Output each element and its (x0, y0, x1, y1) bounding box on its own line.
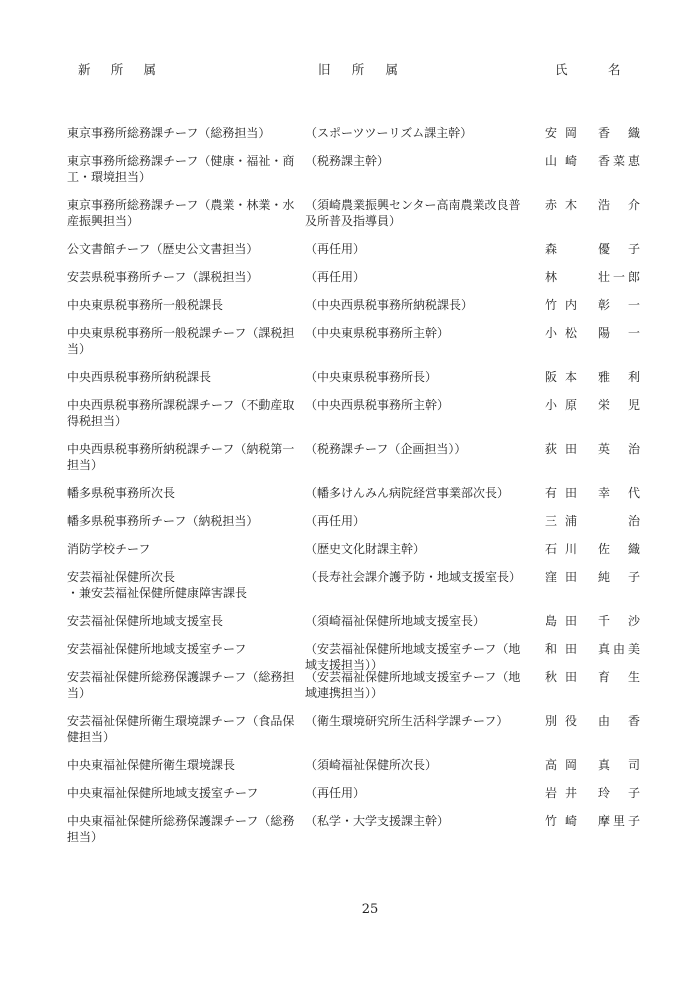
old-affiliation: （須崎農業振興センター高南農業改良普及所普及指導員） (305, 198, 521, 228)
new-affiliation: 安芸福祉保健所衛生環境課チーフ（食品保健担当） (67, 714, 295, 744)
surname: 有田 (545, 486, 577, 500)
old-affiliation: （再任用） (305, 242, 366, 256)
given-name: 摩里子 (598, 814, 640, 828)
table-row (0, 757, 700, 785)
new-affiliation: 安芸福祉保健所地域支援室長 (67, 614, 224, 628)
page-number: 25 (361, 902, 379, 917)
new-affiliation: 東京事務所総務課チーフ（健康・福祉・商工・環境担当） (67, 154, 295, 184)
given-name: 由香 (598, 714, 640, 728)
table-row (0, 485, 700, 513)
surname: 林 (545, 270, 558, 284)
new-affiliation: 東京事務所総務課チーフ（総務担当） (67, 126, 271, 140)
surname: 竹崎 (545, 814, 577, 828)
surname: 小松 (545, 326, 577, 340)
new-affiliation: 安芸県税事務所チーフ（課税担当） (67, 270, 259, 284)
given-name: 育生 (598, 670, 640, 684)
given-name: 真由美 (598, 642, 640, 656)
new-affiliation: 中央東福祉保健所衛生環境課長 (67, 758, 236, 772)
surname: 阪本 (545, 370, 577, 384)
given-name: 英治 (598, 442, 640, 456)
given-name: 真司 (598, 758, 640, 772)
given-name: 玲子 (598, 786, 640, 800)
surname: 別役 (545, 714, 577, 728)
table-row (0, 153, 700, 197)
old-affiliation: （再任用） (305, 786, 366, 800)
old-affiliation: （中央西県税事務所納税課長） (305, 298, 474, 312)
old-affiliation: （須崎福祉保健所次長） (305, 758, 438, 772)
table-row (0, 297, 700, 325)
new-affiliation: 中央東福祉保健所地域支援室チーフ (67, 786, 259, 800)
given-name: 壮一郎 (598, 270, 640, 284)
old-affiliation: （中央東県税事務所長） (305, 370, 438, 384)
given-name: 彰一 (598, 298, 640, 312)
new-affiliation: 中央西県税事務所納税課チーフ（納税第一担当） (67, 442, 295, 472)
table-row (0, 785, 700, 813)
table-row (0, 669, 700, 713)
surname: 石川 (545, 542, 577, 556)
table-row (0, 269, 700, 297)
old-affiliation: （再任用） (305, 270, 366, 284)
surname: 窪田 (545, 570, 577, 584)
old-affiliation: （税務課チーフ（企画担当）） (305, 442, 467, 456)
table-row (0, 197, 700, 241)
old-affiliation: （中央西県税事務所主幹） (305, 398, 450, 412)
old-affiliation: （歴史文化財課主幹） (305, 542, 426, 556)
surname: 島田 (545, 614, 577, 628)
given-name: 栄児 (598, 398, 640, 412)
surname: 小原 (545, 398, 577, 412)
table-row (0, 541, 700, 569)
given-name: 佐織 (598, 542, 640, 556)
new-affiliation: 中央東県税事務所一般税課チーフ（課税担当） (67, 326, 295, 356)
new-affiliation: 中央西県税事務所納税課長 (67, 370, 212, 384)
table-row (0, 325, 700, 369)
new-affiliation: 中央西県税事務所課税課チーフ（不動産取得税担当） (67, 398, 295, 428)
old-affiliation: （幡多けんみん病院経営事業部次長） (305, 486, 510, 500)
surname: 竹内 (545, 298, 577, 312)
table-row (0, 125, 700, 153)
old-affiliation: （安芸福祉保健所地域支援室チーフ（地域連携担当）） (305, 670, 521, 700)
table-row (0, 441, 700, 485)
surname: 山崎 (545, 154, 577, 168)
given-name: 千沙 (598, 614, 640, 628)
new-affiliation: 安芸福祉保健所次長 ・兼安芸福祉保健所健康障害課長 (67, 570, 248, 600)
new-affiliation: 東京事務所総務課チーフ（農業・林業・水産振興担当） (67, 198, 295, 228)
old-affiliation: （衛生環境研究所生活科学課チーフ） (305, 714, 509, 728)
surname: 岩井 (545, 786, 577, 800)
header-old-affiliation: 旧所属 (318, 62, 398, 77)
new-affiliation: 公文書館チーフ（歴史公文書担当） (67, 242, 259, 256)
new-affiliation: 消防学校チーフ (67, 542, 151, 556)
table-row (0, 641, 700, 672)
given-name: 香菜恵 (598, 154, 640, 168)
surname: 秋田 (545, 670, 577, 684)
surname: 荻田 (545, 442, 577, 456)
table-row (0, 569, 700, 613)
header-name-surname: 氏 (555, 62, 568, 77)
table-row (0, 713, 700, 757)
table-row (0, 397, 700, 441)
new-affiliation: 中央東県税事務所一般税課長 (67, 298, 224, 312)
old-affiliation: （須崎福祉保健所地域支援室長） (305, 614, 486, 628)
given-name: 純子 (598, 570, 640, 584)
new-affiliation: 幡多県税事務所次長 (67, 486, 176, 500)
old-affiliation: （税務課主幹） (305, 154, 390, 168)
old-affiliation: （中央東県税事務所主幹） (305, 326, 450, 340)
given-name: 雅利 (598, 370, 640, 384)
table-row (0, 813, 700, 857)
old-affiliation: （安芸福祉保健所地域支援室チーフ（地域支援担当）） (305, 642, 521, 672)
table-row (0, 513, 700, 541)
old-affiliation: （私学・大学支援課主幹） (305, 814, 450, 828)
table-row (0, 613, 700, 641)
given-name: 陽一 (598, 326, 640, 340)
old-affiliation: （スポーツツーリズム課主幹） (305, 126, 473, 140)
new-affiliation: 安芸福祉保健所地域支援室チーフ (67, 642, 247, 656)
surname: 高岡 (545, 758, 577, 772)
new-affiliation: 幡多県税事務所チーフ（納税担当） (67, 514, 259, 528)
surname: 安岡 (545, 126, 577, 140)
surname: 三浦 (545, 514, 577, 528)
table-row (0, 241, 700, 269)
personnel-list (0, 125, 700, 857)
header-name-given: 名 (608, 62, 621, 77)
surname: 赤木 (545, 198, 577, 212)
header-new-affiliation: 新所属 (78, 62, 156, 77)
surname: 和田 (545, 642, 577, 656)
old-affiliation: （長寿社会課介護予防・地域支援室長） (305, 570, 522, 584)
given-name: 浩介 (598, 198, 640, 212)
given-name: 香織 (598, 126, 640, 140)
new-affiliation: 中央東福祉保健所総務保護課チーフ（総務担当） (67, 814, 295, 844)
old-affiliation: （再任用） (305, 514, 366, 528)
table-row (0, 369, 700, 397)
surname: 森 (545, 242, 558, 256)
given-name: 優子 (598, 242, 640, 256)
given-name: 治 (627, 514, 640, 528)
new-affiliation: 安芸福祉保健所総務保護課チーフ（総務担当） (67, 670, 295, 700)
given-name: 幸代 (598, 486, 640, 500)
